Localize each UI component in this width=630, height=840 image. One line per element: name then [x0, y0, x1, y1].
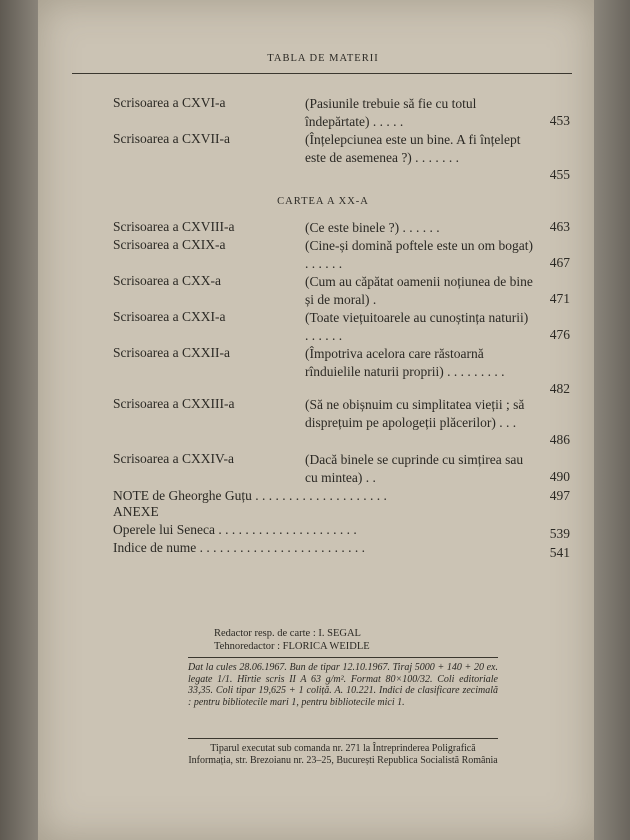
entry-page: 453 — [549, 113, 570, 128]
page-edge — [594, 0, 630, 840]
entry-description: (Să ne obișnuim cu simplitatea vieții ; să disprețuim pe apologeții plăcerilor) . . . — [305, 397, 525, 430]
index-entry: Indice de nume . . . . . . . . . . . . . . . . . . . . . . . . . — [113, 540, 365, 555]
header-rule — [72, 73, 572, 74]
page-header: TABLA DE MATERII — [267, 53, 379, 64]
entry-description: (Cum au căpătat oamenii noțiunea de bine și de moral) . — [305, 274, 533, 307]
works-page: 539 — [549, 526, 570, 541]
colophon-text: Dat la cules 28.06.1967. Bun de tipar 12.10.1967. Tiraj 5000 + 140 + 20 ex. legate 1/1. Hîrtie scris II A 63 g/m². Format 80×100/32. Coli editoriale 33,35. Coli tipar 19,625 + 1 coliță. A. 10.221. Indici de clasificare zecimală : pentru bibliotecile mari 1, pentru bibliotecile mici 1. — [188, 662, 498, 708]
entry-page: 476 — [549, 327, 570, 342]
entry-page: 467 — [549, 255, 570, 270]
notes-page: 497 — [549, 488, 570, 503]
works-entry: Operele lui Seneca . . . . . . . . . . . . . . . . . . . . . — [113, 522, 357, 537]
entry-description: (Împotriva acelora care răstoarnă rînduielile naturii proprii) . . . . . . . . . — [305, 346, 505, 379]
entry-title: Scrisoarea a CXVIII-a — [113, 219, 235, 234]
entry-page: 482 — [549, 381, 570, 396]
colophon-rule-bottom — [188, 738, 498, 739]
entry-description: (Cine-și domină poftele este un om bogat) . . . . . . — [305, 238, 533, 271]
entry-description: (Toate viețuitoarele au cunoștința naturii) . . . . . . — [305, 310, 529, 343]
entry-title: Scrisoarea a CXXII-a — [113, 345, 230, 360]
entry-title: Scrisoarea a CXVII-a — [113, 131, 230, 146]
entry-title: Scrisoarea a CXXIII-a — [113, 396, 235, 411]
entry-title: Scrisoarea a CXXI-a — [113, 309, 226, 324]
entry-page: 463 — [549, 219, 570, 234]
annex-heading: ANEXE — [113, 504, 159, 519]
index-page: 541 — [549, 545, 570, 560]
entry-title: Scrisoarea a CXXIV-a — [113, 451, 234, 466]
entry-title: Scrisoarea a CXIX-a — [113, 237, 226, 252]
entry-description: (Înțelepciunea este un bine. A fi înțelept este de asemenea ?) . . . . . . . — [305, 132, 521, 165]
entry-page: 471 — [549, 291, 570, 306]
entry-page: 486 — [549, 432, 570, 447]
technical-editor-credit: Tehnoredactor : FLORICA WEIDLE — [214, 641, 370, 652]
entry-title: Scrisoarea a CXVI-a — [113, 95, 226, 110]
section-heading: CARTEA A XX-A — [277, 196, 369, 207]
credits-block — [214, 627, 370, 653]
entry-title: Scrisoarea a CXX-a — [113, 273, 221, 288]
notes-entry: NOTE de Gheorghe Guțu . . . . . . . . . . . . . . . . . . . . — [113, 488, 387, 503]
entry-description: (Dacă binele se cuprinde cu simțirea sau cu mintea) . . — [305, 452, 524, 485]
entry-description: (Pasiunile trebuie să fie cu totul îndepărtate) . . . . . — [305, 96, 477, 129]
colophon-rule-top — [188, 657, 498, 658]
editor-credit: Redactor resp. de carte : I. SEGAL — [214, 628, 361, 639]
entry-page: 490 — [549, 469, 570, 484]
entry-page: 455 — [549, 167, 570, 182]
printer-info: Tiparul executat sub comanda nr. 271 la Întreprinderea Poligrafică Informația, str. Brezoianu nr. 23–25, București Republica Socialistă România — [188, 743, 498, 766]
book-spine — [0, 0, 38, 840]
entry-description: (Ce este binele ?) . . . . . . — [305, 220, 440, 235]
